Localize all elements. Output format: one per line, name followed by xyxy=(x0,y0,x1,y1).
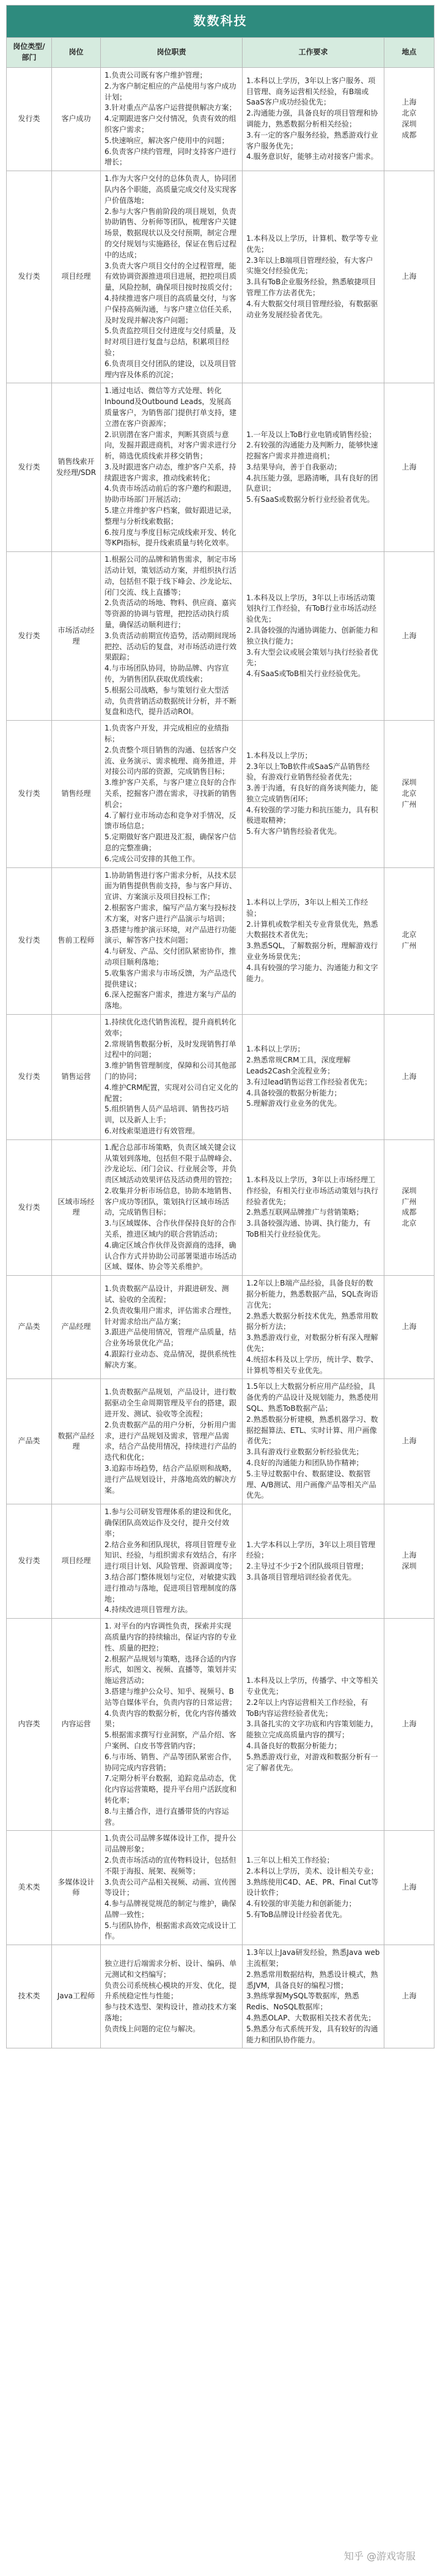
job-requirements: 1.本科以上学历； 2.熟悉常规CRM工具，深度理解Leads2Cash全流程业务； 3.有过lead销售运营工作经验者优先； 4.具备较强的数据分析能力； 5.理解游戏行业业务的优先。 xyxy=(243,1014,384,1139)
watermark: 知乎 @游戏寄服 xyxy=(343,2550,416,2562)
job-position: 区域市场经理 xyxy=(52,1139,101,1276)
job-duties: 1. 对平台的内容调性负责，探索并实现高质量内容的持续输出，保证内容的专业性、质量的把控； 2.根据产品规划与策略，选择合适的内容形式，如图文、视频、直播等，策划并实施运营活动； 3.搭建与维护公众号、知乎、视频号、B站等自媒体平台，负责内容的日常运营； 4.负责内容的数据分析，优化内容传播效果； 5.根据需求撰写行业洞察，产品介绍、客户案例、白皮书等营销内容； 6.与市场、销售、产品等团队紧密合作，协同完成内容营销； 7.定期分析平台数据，追踪竞品动态，优化内容运营策略，提升平台用户活跃度和转化率； 8.与主播合作，进行直播带货的内容运营。 xyxy=(101,1619,243,1831)
job-location: 上海 xyxy=(384,383,435,552)
job-location: 上海 xyxy=(384,1619,435,1831)
job-requirements: 1.本科及以上学历，传播学、中文等相关专业优先； 2.2年以上内容运营相关工作经验，有ToB内容运营经验者优先； 3.具备扎实的文字功底和内容策划能力，能独立完成高质量内容的撰写； 4.具备良好的数据分析能力； 5.熟悉游戏行业，对游戏和数据分析有一定了解者优先。 xyxy=(243,1619,384,1831)
job-location: 上海 xyxy=(384,171,435,383)
table-row xyxy=(7,1014,435,1139)
job-requirements: 1.本科及以上学历，3年以上市场经理工作经验，有相关行业市场活动策划与执行经验者优先； 2.熟悉互联网品牌推广与营销策略； 3.具备较强沟通、协调、执行能力，有ToB相关行业经验优先。 xyxy=(243,1139,384,1276)
job-position: 销售线索开发经理/SDR xyxy=(52,383,101,552)
job-position: 内容运营 xyxy=(52,1619,101,1831)
job-position: 客户成功 xyxy=(52,68,101,171)
job-requirements: 1.本科及以上学历，计算机、数学等专业优先； 2.3年以上B端项目管理经验，有大客户实施交付经验优先； 3.具有ToB企业服务经验，熟悉敏捷项目管理工作方法者优先； 4.有大数据交付项目管理经验，有数据驱动业务发展经验者优先。 xyxy=(243,171,384,383)
job-requirements: 1.3年以上Java研发经验，熟悉Java web主流框架； 2.熟悉常用数据结构，熟悉设计模式，熟悉JVM，具备良好的编程习惯； 3.熟练掌握MySQL等数据库，熟悉Redis、NoSQL数据库； 4.熟悉OLAP、大数据相关技术者优先； 5.熟悉分布式系统开发，具有较好的沟通能力和团队协作能力。 xyxy=(243,1945,384,2048)
job-duties: 独立进行后端需求分析、设计、编码、单元测试和文档编写； 负责公司系统核心模块的开发、优化，提升系统稳定性与性能； 参与技术选型、架构设计，推动技术方案落地； 负责线上问题的定位与解决。 xyxy=(101,1945,243,2048)
job-requirements: 1.5年以上大数据分析应用产品经验，具备优秀的产品设计及规划能力，熟悉使用SQL、熟悉ToB数据产品； 2.熟悉数据分析建模，熟悉机器学习、数据挖掘算法、ETL、实时计算、用户画像者优先； 3.具有游戏行业数据分析经验优先； 4.良好的沟通能力和团队协作精神； 5.主导过数据中台、数据建设、数据管理、A/B测试、用户画像产品等相关产品优先。 xyxy=(243,1379,384,1504)
job-table-body xyxy=(7,6,435,2048)
job-location: 上海 xyxy=(384,1945,435,2048)
table-row xyxy=(7,1945,435,2048)
job-location: 上海 北京 深圳 成都 xyxy=(384,68,435,171)
job-position: 售前工程师 xyxy=(52,867,101,1014)
job-category: 发行类 xyxy=(7,1014,52,1139)
job-location: 深圳 广州 成都 北京 xyxy=(384,1139,435,1276)
job-category: 美术类 xyxy=(7,1831,52,1945)
job-duties: 1.协助销售进行客户需求分析，从技术层面为销售提供售前支持，参与客户拜访、宣讲、方案演示及项目投标工作； 2.根据客户需求，编写产品方案与投标技术方案，对客户进行产品演示与培训； 3.搭建与维护演示环境，对产品进行功能演示，解答客户技术问题； 4.与研发、产品、交付团队紧密协作，推动项目顺利落地； 5.收集客户需求与市场反馈，为产品迭代提供建议； 6.深入挖掘客户需求，推进方案与产品的落地。 xyxy=(101,867,243,1014)
job-category: 产品类 xyxy=(7,1379,52,1504)
header-row xyxy=(7,38,435,68)
table-row xyxy=(7,1379,435,1504)
job-location: 上海 xyxy=(384,1379,435,1504)
job-duties: 1.通过电话、微信等方式处理、转化Inbound及Outbound Leads，发展高质量客户，为销售部门提供打单支持，建立潜在客户资源库； 2.识别潜在客户需求，判断其资质与意向，发掘并跟进商机，对客户需求进行分析，筛选优质线索并移交销售； 3.及时跟进客户动态，维护客户关系，持续跟进客户需求，推动线索转化； 4.负责市场活动前后的客户邀约和跟进，协助市场部门开展活动； 5.建立并维护客户档案，做好跟进记录，整理与分析线索数据； 6.按月度与季度目标完成线索开发、转化等KPI指标，提升线索质量与转化效率。 xyxy=(101,383,243,552)
column-header-position: 岗位 xyxy=(52,38,101,68)
table-row xyxy=(7,867,435,1014)
job-category: 技术类 xyxy=(7,1945,52,2048)
job-position: 项目经理 xyxy=(52,171,101,383)
job-duties: 1.参与公司研发管理体系的建设和优化，确保团队高效运作及交付，提升交付效率； 2.结合业务和团队现状，将项目管理专业知识、经验，与组织需求有效结合，有序进行项目计划、风险管理、资源调度等； 3.结合部门整体规划与定位，对敏捷实践进行推动与落地，促进项目管理制度的落地； 4.持续改进项目管理方法。 xyxy=(101,1504,243,1619)
job-category: 发行类 xyxy=(7,68,52,171)
job-duties: 1.持续优化迭代销售流程，提升商机转化效率； 2.常规销售数据分析，及时发现销售打单过程中的问题； 3.维护销售管理制度，保障和公司其他部门的协同； 4.维护CRM配置，实现对公司自定义化的配置； 5.组织销售人员产品培训、销售技巧培训，以及新人上手； 6.对线索渠道进行有效管理。 xyxy=(101,1014,243,1139)
table-row xyxy=(7,383,435,552)
job-position: 项目经理 xyxy=(52,1504,101,1619)
job-duties: 1.负责数据产品规划，产品设计，进行数据驱动全生命周期管理及平台的搭建，跟进开发、测试、验收等全流程； 2.负责数据产品的用户分析，分析用户需求，进行产品规划及需求，管理产品需求，结合产品使用情况，持续进行产品的迭代和优化； 3.追踪市场趋势，结合产品原则和战略，进行产品规划设计，并落地高效的解决方案。 xyxy=(101,1379,243,1504)
job-location: 上海 深圳 xyxy=(384,1504,435,1619)
table-row xyxy=(7,171,435,383)
column-header-location: 地点 xyxy=(384,38,435,68)
title-row xyxy=(7,6,435,38)
job-category: 发行类 xyxy=(7,1504,52,1619)
job-requirements: 1.本科及以上学历； 2.3年以上ToB软件或SaaS产品销售经验，有游戏行业销售经验者优先； 3.善于沟通，有良好的商务谈判能力，能独立完成销售闭环； 4.有较强的学习能力和抗压能力，具有积极进取精神； 5.有大客户销售经验者优先。 xyxy=(243,721,384,867)
job-position: 市场活动经理 xyxy=(52,552,101,721)
job-location: 上海 xyxy=(384,1276,435,1379)
table-row xyxy=(7,1504,435,1619)
column-header-duties: 岗位职责 xyxy=(101,38,243,68)
job-position: 销售运营 xyxy=(52,1014,101,1139)
table-row xyxy=(7,68,435,171)
job-duties: 1.作为大客户交付的总体负责人，协同团队内各个职能，高质量完成交付及实现客户价值落地； 2.参与大客户售前阶段的项目规划，负责协助销售、分析师等团队，梳理客户关键场景，数据现状以及交付预期，制定合理的交付规划与实施路径，保证在售后过程中的达成； 3.负责大客户项目交付的全过程管理，能有效协调资源推进项目进展，把控项目质量，风险控制，确保项目按时按质交付； 4.持续推进客户项目的高质量交付，与客户保持高频沟通，与客户建立信任关系，及时发现并解决客户问题； 5.负责监控项目交付进度与交付质量，及时对项目进行复盘与总结，积累项目经验； 6.负责项目交付团队的建设，以及项目管理内容及体系的沉淀； xyxy=(101,171,243,383)
job-category: 发行类 xyxy=(7,1139,52,1276)
job-category: 发行类 xyxy=(7,171,52,383)
job-category: 发行类 xyxy=(7,383,52,552)
table-row xyxy=(7,1619,435,1831)
column-header-requirements: 工作要求 xyxy=(243,38,384,68)
job-position: Java工程师 xyxy=(52,1945,101,2048)
job-position: 销售经理 xyxy=(52,721,101,867)
job-duties: 1.负责公司既有客户维护管理； 2.为客户制定相应的产品使用与客户成功计划； 3.针对重点产品客户运营提供解决方案； 4.定期跟进客户交付情况，负责有效的组织客户需求； 5.快速响应，解决客户使用中的问题； 6.负责客户续约管理，同时支持客户进行增长； xyxy=(101,68,243,171)
job-location: 深圳 北京 广州 xyxy=(384,721,435,867)
job-category: 产品类 xyxy=(7,1276,52,1379)
job-location: 上海 xyxy=(384,1831,435,1945)
table-row xyxy=(7,552,435,721)
page-title: 数数科技 xyxy=(7,6,435,38)
job-category: 发行类 xyxy=(7,552,52,721)
job-requirements: 1.2年以上B端产品经验，具备良好的数据分析能力，熟悉数据产品，SQL查询语言优先； 2.熟悉大数据分析技术优先，熟悉常用数据分析方法； 3.熟悉游戏行业，对数据分析有深入理解优先； 4.统招本科及以上学历，统计学、数学、计算机等相关专业优先。 xyxy=(243,1276,384,1379)
table-row xyxy=(7,1276,435,1379)
table-row xyxy=(7,1139,435,1276)
job-location: 上海 xyxy=(384,1014,435,1139)
job-requirements: 1.本科以上学历，3年以上客户服务、项目管理、商务运营相关经验，有B端或SaaS客户成功经验优先； 2.沟通能力强，具备良好的项目管理和协调能力，熟悉数据分析相关经验； 3.有一定的客户服务经验，熟悉游戏行业客户服务优先； 4.服务意识好，能够主动对接客户需求。 xyxy=(243,68,384,171)
job-duties: 1.负责公司品牌多媒体设计工作，提升公司品牌形象； 2.负责市场活动的宣传物料设计，包括但不限于海报、展架、视频等； 3.负责公司产品相关视频、动画、宣传图等设计； 4.参与品牌视觉规范的制定与维护，确保品牌一致性； 5.与团队协作，根据需求高效完成设计工作。 xyxy=(101,1831,243,1945)
job-location: 上海 xyxy=(384,552,435,721)
job-location: 北京 广州 xyxy=(384,867,435,1014)
job-category: 内容类 xyxy=(7,1619,52,1831)
table-row xyxy=(7,1831,435,1945)
job-requirements: 1.一年及以上ToB行业电销或销售经验； 2.有较强的沟通能力及判断力，能够快速挖掘客户需求并推进商机； 3.结果导向，善于自我驱动； 4.抗压能力强，思路清晰，具有良好的团队意识； 5.有SaaS或数据分析行业经验者优先。 xyxy=(243,383,384,552)
job-duties: 1.负责数据产品设计，并跟进研发、测试、验收的全流程； 2.负责收集用户需求，评估需求合理性，针对需求给出产品方案； 3.跟进产品使用情况，管理产品质量，结合业务场景优化产品； 4.跟踪行业动态、竞品情况，提供系统性解决方案。 xyxy=(101,1276,243,1379)
job-duties: 1.配合总部市场策略，负责区域关键会议从策划到落地，包括但不限于品牌峰会、沙龙论坛、闭门会议、行业展会等，并负责区域活动效果评估及活动费用的管控； 2.收集并分析市场信息，协助本地销售、客户成功等团队，策划执行区域市场活动，完成销售目标； 3.与区域媒体、合作伙伴保持良好的合作关系，推进区域内的联合营销活动； 4.确定区域合作伙伴及资源商的选择，确认合作方式并协助公司部署渠道市场活动区域、媒体、协会等关系维护。 xyxy=(101,1139,243,1276)
job-position: 数据产品经理 xyxy=(52,1379,101,1504)
table-row xyxy=(7,721,435,867)
job-duties: 1.负责客户开发，并完成相应的业绩指标； 2.负责整个项目销售的沟通、包括客户交流、业务演示、需求梳理、商务推进，并对接公司内部的资源，完成销售目标； 3.维护客户关系，与客户建立良好的合作关系，挖掘客户潜在需求，寻找新的销售机会； 4.了解行业市场动态和竞争对手情况，反馈市场信息； 5.定期做好客户跟进及汇报，确保客户信息的完整准确； 6.完成公司安排的其他工作。 xyxy=(101,721,243,867)
job-category: 发行类 xyxy=(7,867,52,1014)
job-table xyxy=(6,5,435,2048)
job-category: 发行类 xyxy=(7,721,52,867)
job-duties: 1.根据公司的品牌和销售需求，制定市场活动计划，策划活动方案，并组织执行活动，包括但不限于线下峰会、沙龙论坛、闭门交流、线上直播等； 2.负责活动的场地、物料、供应商、嘉宾等资源的协调与管理，把控活动执行质量，确保活动顺利进行； 3.负责活动前期宣传造势，活动期间现场把控、活动后的复盘，对市场活动进行效果跟踪； 4.与市场团队协同，协助品牌、内容宣传，为销售团队获取优质线索； 5.根据公司战略，参与策划行业大型活动，负责营销活动数据统计分析，并不断复盘和迭代，提升活动ROI。 xyxy=(101,552,243,721)
job-position: 产品经理 xyxy=(52,1276,101,1379)
job-requirements: 1.三年以上相关工作经验； 2.本科以上学历，美术、设计相关专业； 3.熟练使用C4D、AE、PR、Final Cut等设计软件； 4.有较强的审美能力和创新能力； 5.有ToB品牌设计经验者优先。 xyxy=(243,1831,384,1945)
job-requirements: 1.本科及以上学历，3年以上市场活动策划执行工作经验，有ToB行业市场活动经验优先； 2.具备较强的沟通协调能力、创新能力和独立执行能力； 3.有大型会议或展会策划与执行经验者优先； 4.有SaaS或ToB相关行业经验优先。 xyxy=(243,552,384,721)
job-requirements: 1.大学本科以上学历，3年以上项目管理经验； 2.主导过不少于2个团队级项目管理； 3.具备项目管理培训经验者优先。 xyxy=(243,1504,384,1619)
job-position: 多媒体设计师 xyxy=(52,1831,101,1945)
column-header-category: 岗位类型/部门 xyxy=(7,38,52,68)
job-requirements: 1.本科以上学历，3年以上相关工作经验； 2.计算机或数学相关专业背景优先，熟悉大数据技术者优先； 3.熟悉SQL，了解数据分析，理解游戏行业业务场景优先； 4.具有较强的学习能力、沟通能力和文字能力。 xyxy=(243,867,384,1014)
